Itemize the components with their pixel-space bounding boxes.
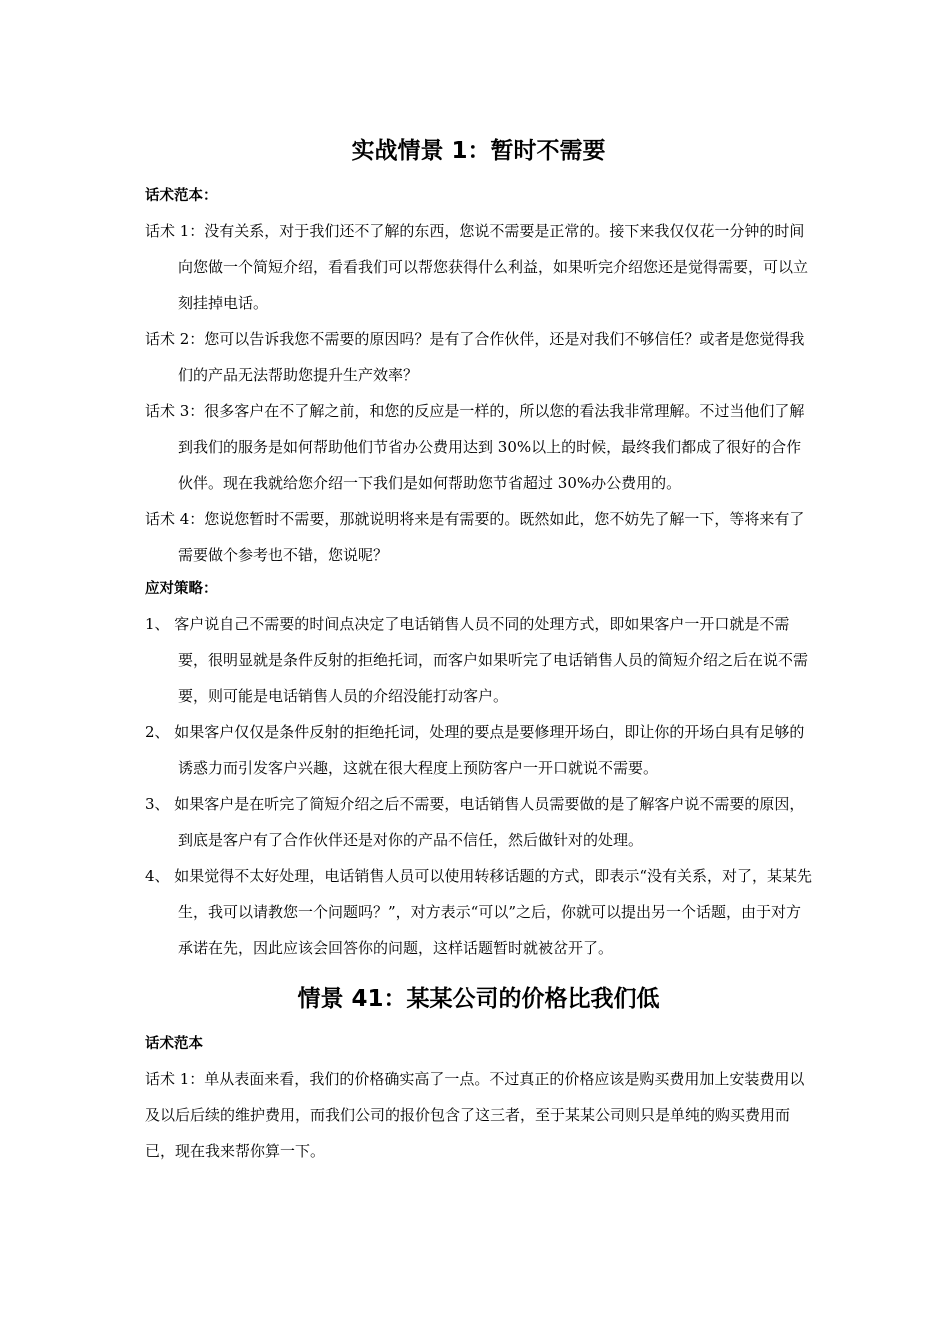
strategy-item-2: 2、 如果客户仅仅是条件反射的拒绝托词，处理的要点是要修理开场白，即让你的开场白具有足够的诱惑力而引发客户兴趣，这就在很大程度上预防客户一开口就说不需要。 — [145, 723, 805, 777]
section2-title: 情景 41：某某公司的价格比我们低 — [297, 986, 660, 1012]
section1-script-1: 话术 1：没有关系，对于我们还不了解的东西，您说不需要是正常的。接下来我仅仅花一分钟的时间向您做一个简短介绍，看看我们可以帮您获得什么利益，如果听完介绍您还是觉得需要，可以立刻挂掉电话。 — [145, 222, 809, 312]
strategy-item-4: 4、 如果觉得不太好处理，电话销售人员可以使用转移话题的方式，即表示“没有关系，对了，某某先生，我可以请教您一个问题吗？”，对方表示“可以”之后，你就可以提出另一个话题，由于对方承诺在先，因此应该会回答你的问题，这样话题暂时就被岔开了。 — [145, 867, 812, 957]
section1-script-3: 话术 3：很多客户在不了解之前，和您的反应是一样的，所以您的看法我非常理解。不过当他们了解到我们的服务是如何帮助他们节省办公费用达到 30%以上的时候，最终我们都成了很好的合作伙伴。现在我就给您介绍一下我们是如何帮助您节省超过 30%办公费用的。 — [145, 402, 805, 492]
section1-script-4: 话术 4：您说您暂时不需要，那就说明将来是有需要的。既然如此，您不妨先了解一下，等将来有了需要做个参考也不错，您说呢？ — [145, 510, 805, 564]
section1-strategy-heading: 应对策略： — [145, 581, 218, 597]
strategy-item-1: 1、 客户说自己不需要的时间点决定了电话销售人员不同的处理方式，即如果客户一开口就是不需要，很明显就是条件反射的拒绝托词，而客户如果听完了电话销售人员的简短介绍之后在说不需要，则可能是电话销售人员的介绍没能打动客户。 — [145, 615, 809, 705]
section1-scripts-heading: 话术范本： — [145, 188, 218, 204]
section2-scripts-heading: 话术范本 — [145, 1036, 203, 1052]
section1-script-2: 话术 2：您可以告诉我您不需要的原因吗？是有了合作伙伴，还是对我们不够信任？或者是您觉得我们的产品无法帮助您提升生产效率？ — [145, 330, 805, 384]
strategy-item-3: 3、 如果客户是在听完了简短介绍之后不需要，电话销售人员需要做的是了解客户说不需要的原因，到底是客户有了合作伙伴还是对你的产品不信任，然后做针对的处理。 — [145, 795, 805, 849]
section2-script-1: 话术 1：单从表面来看，我们的价格确实高了一点。不过真正的价格应该是购买费用加上安装费用以及以后后续的维护费用，而我们公司的报价包含了这三者，至于某某公司则只是单纯的购买费用而已，现在我来帮你算一下。 — [145, 1070, 805, 1160]
section1-title: 实战情景 1：暂时不需要 — [351, 138, 606, 164]
